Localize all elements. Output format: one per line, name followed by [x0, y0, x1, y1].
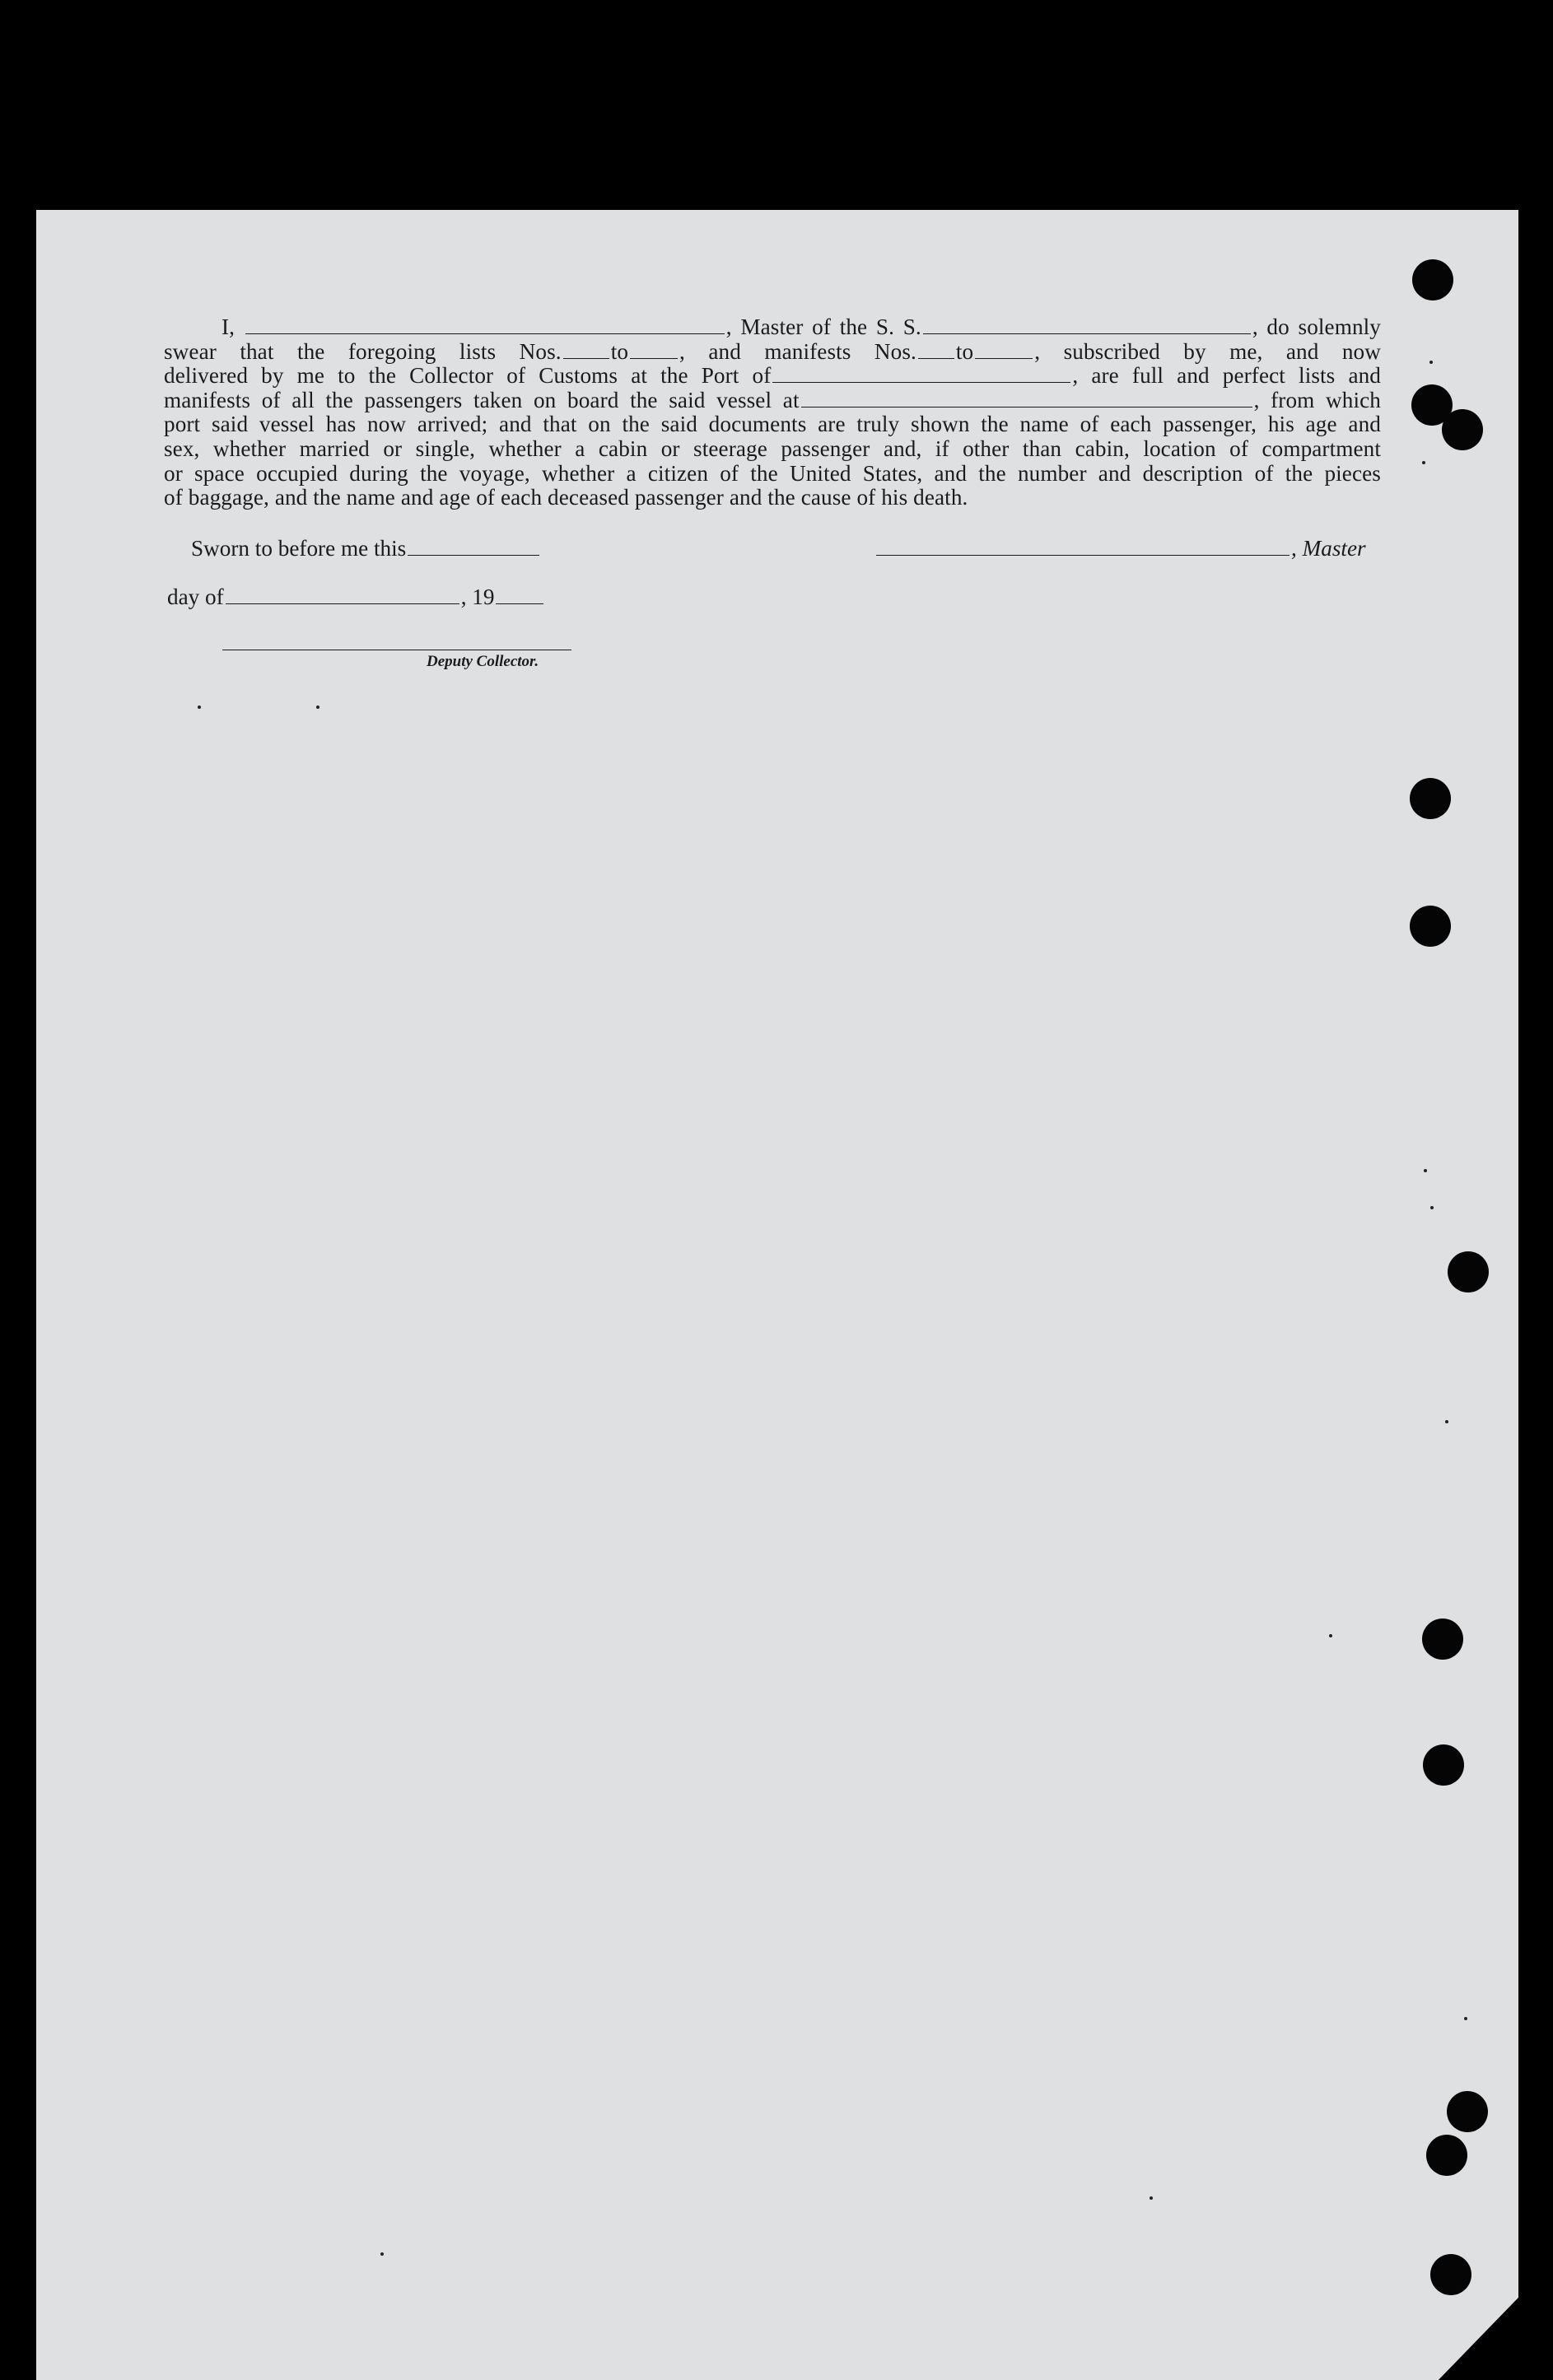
port-blank [772, 366, 1070, 383]
punch-hole [1442, 409, 1483, 450]
speck [198, 706, 201, 709]
speck [1422, 461, 1425, 464]
master-signature-row [874, 536, 1366, 561]
oath-line: port said vessel has now arrived; and that on the said documents are truly shown the name of each passenger, his age and [164, 412, 1381, 437]
oath-text: to [955, 338, 974, 364]
list-to-blank [630, 342, 678, 359]
oath-text: , Master of the S. S. [725, 314, 921, 339]
oath-text: , do solemnly [1252, 314, 1382, 339]
oath-text: to [610, 338, 629, 364]
oath-text: , subscribed by me, and now [1034, 338, 1381, 364]
speck [1430, 1206, 1434, 1209]
manifest-from-blank [918, 342, 954, 359]
punch-hole [1447, 2091, 1488, 2132]
punch-hole [1430, 2254, 1471, 2295]
oath-paragraph [164, 315, 1381, 510]
oath-line [164, 315, 1381, 340]
oath-text: swear that the foregoing lists Nos. [164, 338, 562, 364]
punch-hole [1412, 259, 1453, 300]
oath-line: sex, whether married or single, whether a cabin or steerage passenger and, if other than cabin, location of compartment [164, 435, 1381, 461]
master-name-blank [245, 317, 725, 334]
oath-line [164, 340, 1381, 365]
oath-text: manifests of all the passengers taken on board the said vessel at [164, 387, 800, 412]
year-blank [496, 587, 543, 604]
punch-hole [1448, 1251, 1489, 1292]
master-label: , Master [1291, 536, 1366, 561]
speck [1464, 2017, 1467, 2020]
oath-text: I, [222, 314, 236, 339]
speck [380, 2252, 384, 2256]
oath-line: of baggage, and the name and age of each deceased passenger and the cause of his death. [164, 485, 968, 510]
speck [1429, 361, 1433, 364]
oath-text: , from which [1253, 387, 1381, 412]
deputy-collector-label: Deputy Collector. [427, 653, 539, 670]
punch-hole [1426, 2135, 1467, 2176]
ship-name-blank [923, 317, 1251, 334]
punch-hole [1423, 1744, 1464, 1786]
oath-line: or space occupied during the voyage, whether a citizen of the United States, and the number and description of the pieces [164, 460, 1381, 486]
punch-hole [1410, 906, 1451, 947]
day-of-row [167, 585, 545, 610]
sworn-label: Sworn to before me this [191, 536, 407, 561]
list-from-blank [563, 342, 609, 359]
oath-text: delivered by me to the Collector of Customs at the Port of [164, 363, 772, 389]
oath-line [164, 389, 1381, 413]
oath-line [164, 364, 1381, 389]
speck [1329, 1634, 1332, 1637]
departure-port-blank [801, 390, 1252, 408]
manifest-to-blank [975, 342, 1033, 359]
master-signature-blank [876, 538, 1290, 556]
sworn-day-blank [408, 538, 539, 556]
speck [1445, 1420, 1448, 1423]
day-of-blank [226, 587, 459, 604]
speck [1150, 2196, 1153, 2200]
year-label: , 19 [460, 585, 495, 609]
speck [316, 706, 319, 709]
sworn-row [191, 536, 541, 561]
punch-hole [1422, 1618, 1463, 1660]
day-of-label: day of [167, 585, 224, 609]
speck [1424, 1169, 1427, 1172]
oath-text: , are full and perfect lists and [1072, 363, 1381, 389]
punch-hole [1410, 778, 1451, 819]
oath-text: , and manifests Nos. [679, 338, 916, 364]
